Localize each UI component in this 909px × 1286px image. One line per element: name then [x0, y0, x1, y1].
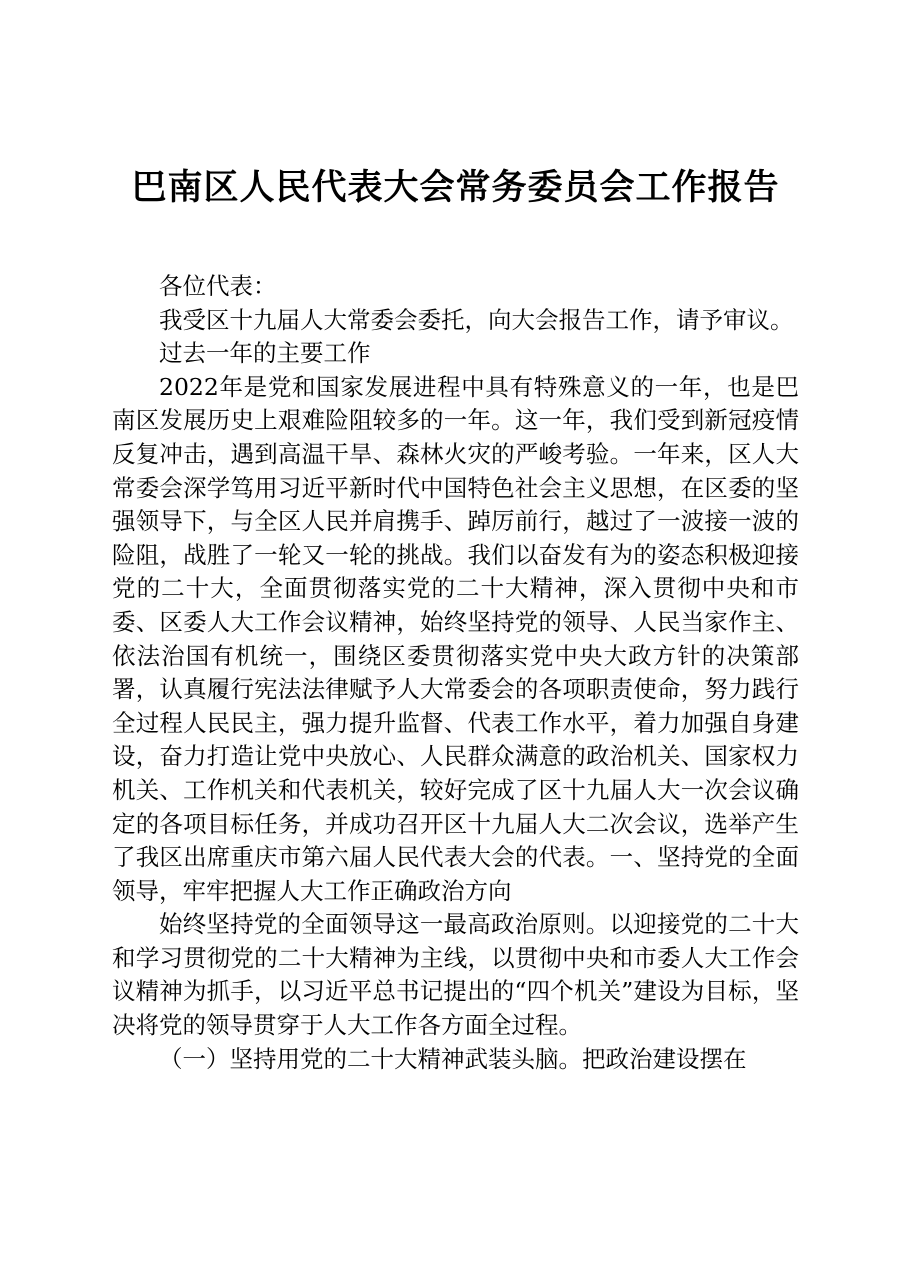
- subsection-paragraph: （一）坚持用党的二十大精神武装头脑。把政治建设摆在: [159, 1044, 747, 1073]
- review-paragraph: 2022年是党和国家发展进程中具有特殊意义的一年，也是巴南区发展历史上艰难险阻较多的一年。这一年，我们受到新冠疫情反复冲击，遇到高温干旱、森林火灾的严峻考验。一年来，区人大常委会深学笃用习近平新时代中国特色社会主义思想，在区委的坚强领导下，与全区人民并肩携手、踔厉前行，越过了一波接一波的险阻，战胜了一轮又一轮的挑战。我们以奋发有为的姿态积极迎接党的二十大，全面贯彻落实党的二十大精神，深入贯彻中央和市委、区委人大工作会议精神，始终坚持党的领导、人民当家作主、依法治国有机统一，围绕区委贯彻落实党中央大政方针的决策部署，认真履行宪法法律赋予人大常委会的各项职责使命，努力践行全过程人民民主，强力提升监督、代表工作水平，着力加强自身建设，奋力打造让党中央放心、人民群众满意的政治机关、国家权力机关、工作机关和代表机关，较好完成了区十九届人大一次会议确定的各项目标任务，并成功召开区十九届人大二次会议，选举产生了我区出席重庆市第六届人民代表大会的代表。一、坚持党的全面领导，牢牢把握人大工作正确政治方向: [112, 372, 799, 905]
- section-heading-paragraph: 过去一年的主要工作: [159, 339, 371, 368]
- document-body: [112, 270, 799, 1076]
- intro-paragraph: 我受区十九届人大常委会委托，向大会报告工作，请予审议。: [159, 305, 794, 334]
- leadership-paragraph: 始终坚持党的全面领导这一最高政治原则。以迎接党的二十大和学习贯彻党的二十大精神为主线，以贯彻中央和市委人大工作会议精神为抓手，以习近平总书记提出的“四个机关”建设为目标，坚决将党的领导贯穿于人大工作各方面全过程。: [112, 910, 799, 1040]
- document-title: 巴南区人民代表大会常务委员会工作报告: [131, 168, 780, 208]
- salutation-paragraph: 各位代表：: [159, 272, 277, 300]
